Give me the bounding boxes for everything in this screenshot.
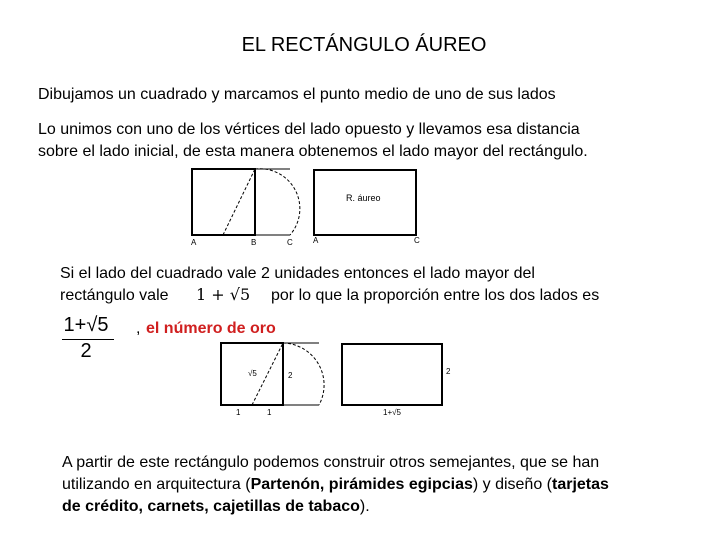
arc-dashed — [255, 169, 300, 235]
architecture-examples: Partenón, pirámides egipcias — [250, 476, 473, 493]
golden-rectangle-2 — [342, 344, 442, 405]
page-title: EL RECTÁNGULO ÁUREO — [241, 34, 487, 56]
paragraph-2-line-1: Lo unimos con uno de los vértices del lado opuesto y llevamos esa distancia — [38, 121, 580, 138]
design-examples: de crédito, carnets, cajetillas de tabaco — [62, 498, 360, 515]
fraction-numerator: 1+√5 — [63, 314, 109, 336]
paragraph-3-line-2-end: por lo que la proporción entre los dos lados es — [271, 287, 600, 304]
paragraph-4-line-2: utilizando en arquitectura (Partenón, pirámides egipcias) y diseño (tarjetas — [62, 476, 609, 493]
golden-number-label: el número de oro — [146, 320, 276, 337]
label-one-left: 1 — [236, 408, 241, 417]
label-a: A — [191, 238, 197, 247]
paragraph-4-line-1: A partir de este rectángulo podemos construir otros semejantes, que se han — [62, 454, 600, 471]
label-b: B — [251, 238, 257, 247]
design-examples-start: tarjetas — [552, 476, 609, 493]
paragraph-2-line-2: sobre el lado inicial, de esta manera obtenemos el lado mayor del rectángulo. — [38, 143, 588, 160]
paragraph-3-line-2-start: rectángulo vale — [60, 287, 169, 304]
formula-one-plus-sqrt5: 1 + √5 — [196, 285, 251, 304]
golden-rectangle-label: R. áureo — [346, 193, 381, 203]
label-rect-bottom: 1+√5 — [383, 408, 401, 417]
square-shape — [192, 169, 255, 235]
golden-prefix: , — [136, 320, 141, 337]
label-c: C — [287, 238, 293, 247]
paragraph-3-line-1: Si el lado del cuadrado vale 2 unidades entonces el lado mayor del — [60, 265, 535, 282]
paragraph-1: Dibujamos un cuadrado y marcamos el punto medio de uno de sus lados — [38, 86, 556, 103]
label-two-inner: 2 — [288, 371, 293, 380]
label-one-right: 1 — [267, 408, 272, 417]
label-rect-side: 2 — [446, 367, 451, 376]
rect-label-a: A — [313, 236, 319, 245]
paragraph-4-line-3: de crédito, carnets, cajetillas de tabaco). — [62, 498, 370, 515]
figure-construction — [180, 165, 440, 250]
diagonal-dashed — [223, 169, 255, 235]
figure-golden-ratio — [215, 338, 465, 428]
rect-label-c: C — [414, 236, 420, 245]
label-sqrt5: √5 — [248, 369, 257, 378]
fraction-denominator: 2 — [80, 340, 92, 362]
